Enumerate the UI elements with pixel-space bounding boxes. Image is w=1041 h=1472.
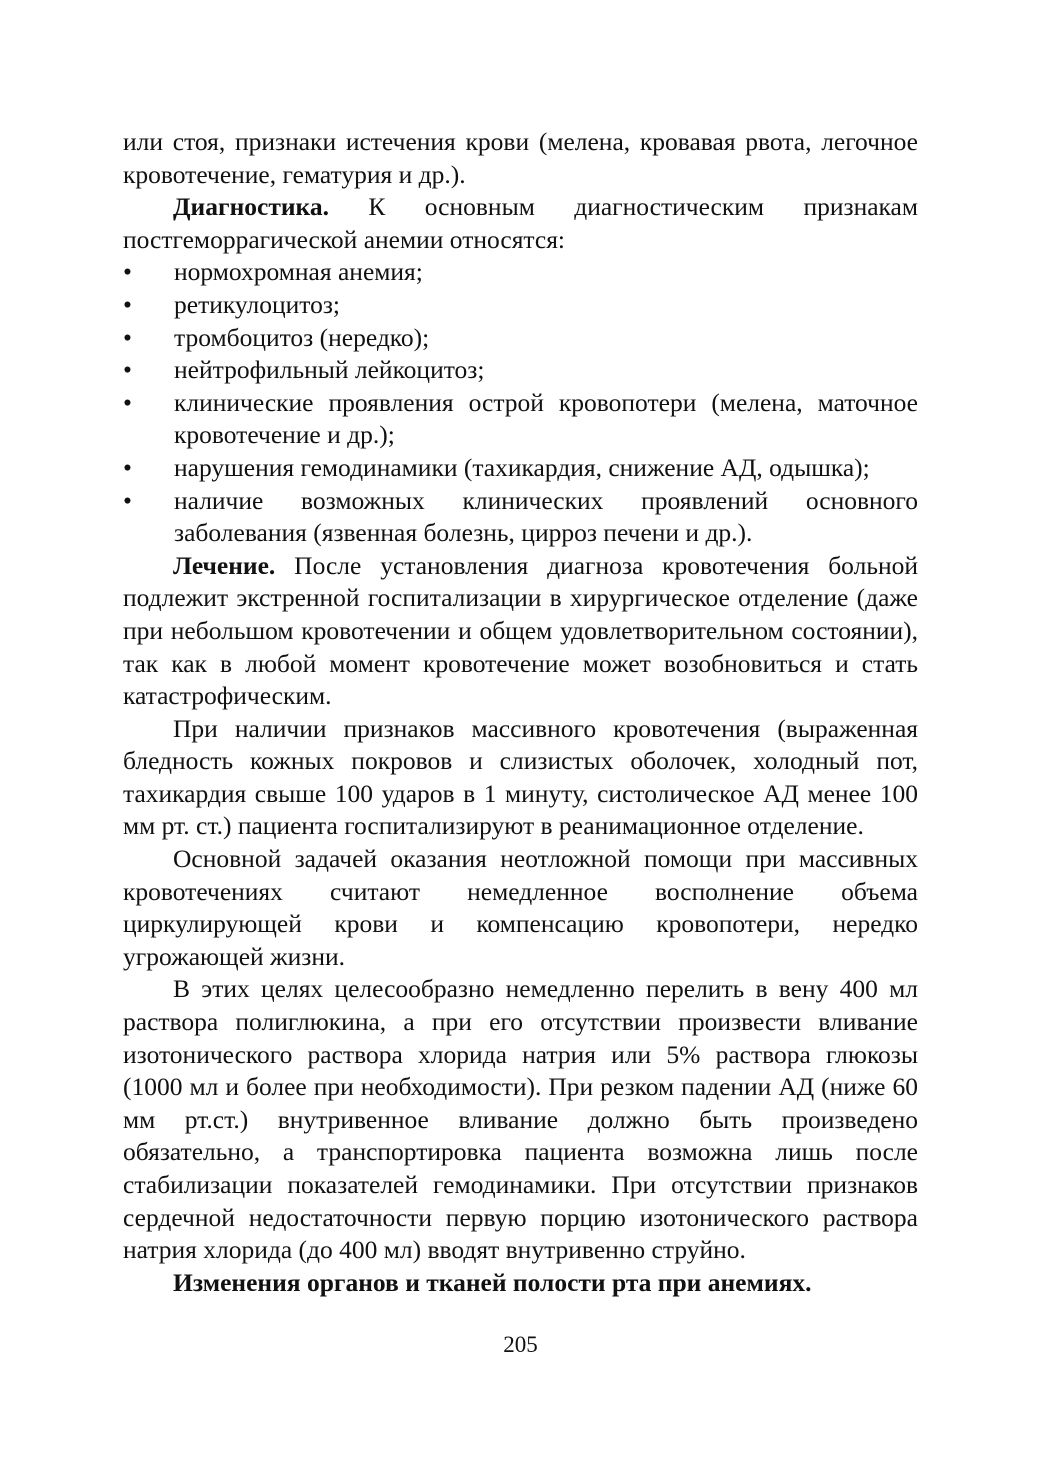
- body-paragraph: При наличии признаков массивного кровотечения (выраженная бледность кожных покровов и слизистых оболочек, холодный пот, тахикардия свыше 100 ударов в 1 минуту, систолическое АД менее 100 мм рт. ст.) пациента госпитализируют в реанимационное отделение.: [123, 713, 918, 841]
- section-heading: Изменения органов и тканей полости рта при анемиях.: [173, 1267, 812, 1297]
- diagnostics-heading: Диагностика.: [173, 192, 329, 222]
- bullet-icon: •: [123, 387, 132, 417]
- list-item: [123, 485, 918, 550]
- treatment-paragraph: [123, 550, 918, 713]
- list-item: [123, 322, 918, 355]
- treatment-text: После установления диагноза кровотечения больной подлежит экстренной госпитализации в хирургическое отделение (даже при небольшом кровотечении и общем удовлетворительном состоянии), так как в любой момент кровотечение может возобновиться и стать катастрофическим.: [123, 550, 918, 711]
- bullet-icon: •: [123, 452, 132, 482]
- diagnostics-list: [123, 256, 918, 549]
- page-content: [123, 126, 918, 1299]
- list-item-text: нормохромная анемия;: [174, 257, 423, 287]
- page-number: 205: [503, 1332, 538, 1357]
- bullet-icon: •: [123, 289, 132, 319]
- list-item-text: нейтрофильный лейкоцитоз;: [174, 355, 485, 385]
- list-item: [123, 354, 918, 387]
- body-paragraph: Основной задачей оказания неотложной помощи при массивных кровотечениях считают немедленное восполнение объема циркулирующей крови и компенсацию кровопотери, нередко угрожающей жизни.: [123, 844, 918, 971]
- bullet-icon: •: [123, 322, 132, 352]
- list-item: [123, 452, 918, 485]
- diagnostics-intro: К основным диагностическим признакам постгеморрагической анемии относятся:: [123, 192, 918, 254]
- list-item-text: клинические проявления острой кровопотери (мелена, маточное кровотечение и др.);: [174, 387, 918, 450]
- list-item-text: нарушения гемодинамики (тахикардия, снижение АД, одышка);: [174, 452, 870, 482]
- bullet-icon: •: [123, 257, 132, 287]
- list-item-text: ретикулоцитоз;: [174, 289, 340, 319]
- list-item: [123, 256, 918, 289]
- list-item: [123, 387, 918, 452]
- body-paragraph: В этих целях целесообразно немедленно перелить в вену 400 мл раствора полиглюкина, а при его отсутствии произвести вливание изотонического раствора хлорида натрия или 5% раствора глюкозы (1000 мл и более при необходимости). При резком падении АД (ниже 60 мм рт.ст.) внутривенное вливание должно быть произведено обязательно, а транспортировка пациента возможна лишь после стабилизации показателей гемодинамики. При отсутствии признаков сердечной недостаточности первую порцию изотонического раствора натрия хлорида (до 400 мл) вводят внутривенно струйно.: [123, 974, 918, 1265]
- list-item-text: тромбоцитоз (нередко);: [174, 322, 430, 352]
- list-item: [123, 289, 918, 322]
- opening-paragraph: или стоя, признаки истечения крови (мелена, кровавая рвота, легочное кровотечение, гематурия и др.).: [123, 127, 918, 189]
- bullet-icon: •: [123, 485, 132, 515]
- list-item-text: наличие возможных клинических проявлений основного заболевания (язвенная болезнь, цирроз печени и др.).: [174, 485, 918, 548]
- bullet-icon: •: [123, 355, 132, 385]
- treatment-heading: Лечение.: [173, 550, 276, 580]
- diagnostics-paragraph: [123, 191, 918, 256]
